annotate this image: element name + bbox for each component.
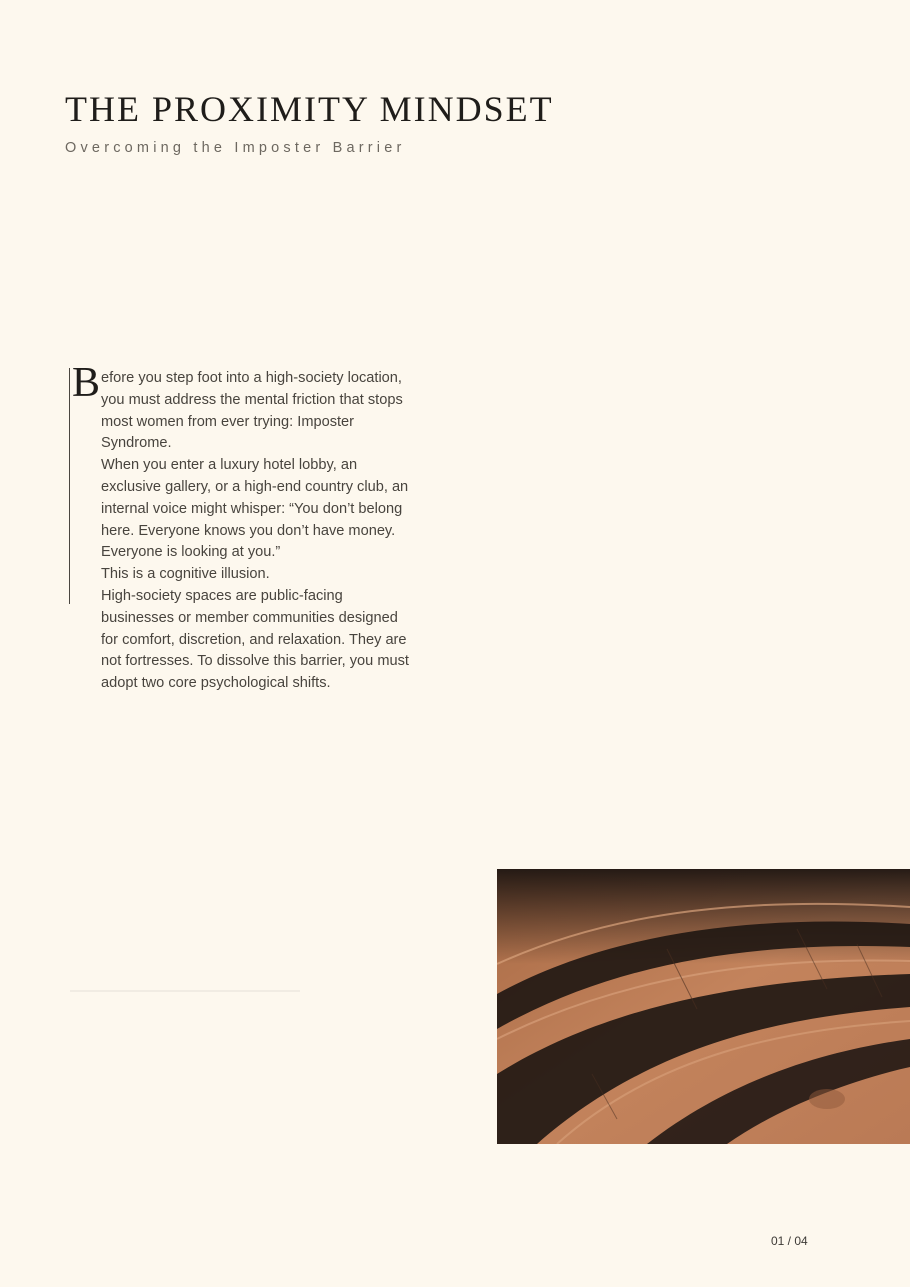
divider bbox=[70, 990, 300, 992]
paragraph-illusion: This is a cognitive illusion. bbox=[101, 566, 270, 583]
body-text bbox=[101, 368, 416, 695]
paragraph-shifts: High-society spaces are public-facing businesses or member communities designed for comfort, discretion, and relaxation. They are not fortresses. To dissolve this barrier, you must adopt two core psychological shifts. bbox=[101, 587, 409, 692]
stone-steps-photo bbox=[497, 869, 910, 1144]
page-subtitle: Overcoming the Imposter Barrier bbox=[65, 140, 406, 156]
page-number: 01 / 04 bbox=[771, 1234, 808, 1248]
drop-cap: B bbox=[72, 360, 101, 406]
page-title: THE PROXIMITY MINDSET bbox=[65, 89, 554, 129]
paragraph-inner-voice: When you enter a luxury hotel lobby, an exclusive gallery, or a high-end country club, an internal voice might whisper: “You don’t belong here. Everyone knows you don’t have money. Everyone is looking at you.” bbox=[101, 457, 409, 561]
paragraph-intro: efore you step foot into a high-society location, you must address the mental friction that stops most women from ever trying: Imposter Syndrome. bbox=[101, 370, 403, 452]
accent-rule bbox=[69, 368, 70, 604]
intro-article bbox=[69, 360, 429, 695]
